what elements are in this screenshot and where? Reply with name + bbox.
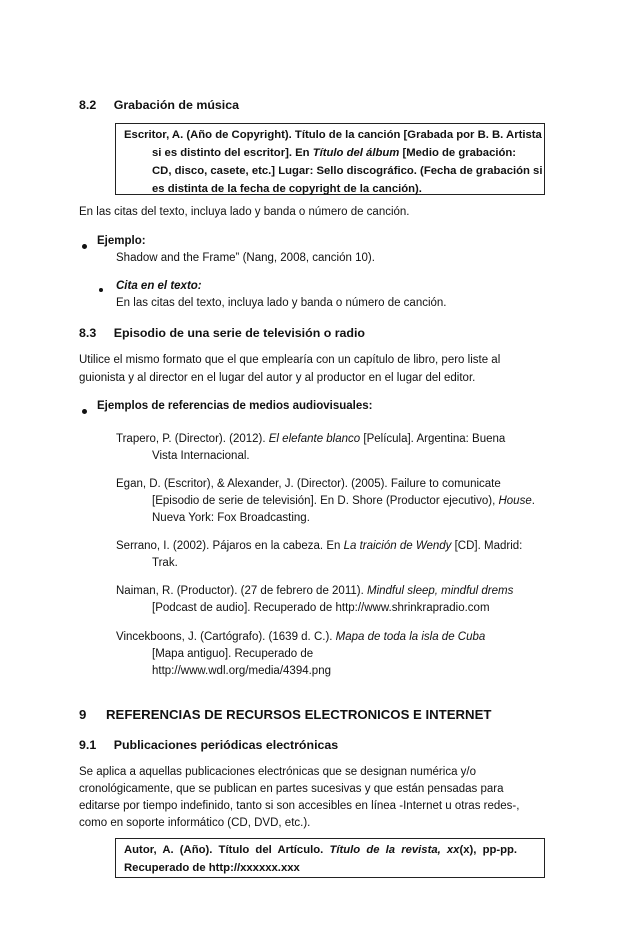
section-number: 9.1 bbox=[79, 738, 97, 752]
bullet-icon bbox=[82, 409, 87, 414]
ref-italic: El elefante blanco bbox=[268, 433, 361, 445]
bullet-icon bbox=[82, 244, 87, 249]
ref-italic: Mapa de toda la isla de Cuba bbox=[335, 631, 486, 643]
paragraph-line: Utilice el mismo formato que el que emplearía con un capítulo de libro, pero liste al bbox=[79, 354, 501, 366]
bullet-icon bbox=[99, 288, 103, 292]
paragraph-line: editarse por tiempo indefinido, tanto si son accesibles en línea -Internet u otras redes-, bbox=[79, 800, 520, 812]
ref-text: Serrano, I. (2002). Pájaros en la cabeza. En bbox=[116, 540, 344, 552]
box-text: [Medio de grabación: bbox=[399, 147, 517, 159]
section-title: Grabación de música bbox=[113, 98, 240, 112]
paragraph-line: guionista y al director en el lugar del autor y al productor en el lugar del editor. bbox=[79, 372, 476, 384]
ref-text: Nueva York: Fox Broadcasting. bbox=[152, 512, 310, 524]
ref-text: Egan, D. (Escritor), & Alexander, J. (Director). (2005). Failure to comunicate bbox=[116, 478, 501, 490]
ref-text: [CD]. Madrid: bbox=[451, 540, 523, 552]
reference-entry bbox=[116, 583, 556, 617]
section-heading-8-3 bbox=[79, 326, 365, 340]
ref-text: Vincekboons, J. (Cartógrafo). (1639 d. C.). bbox=[116, 631, 336, 643]
ref-italic: Mindful sleep, mindful drems bbox=[367, 585, 514, 597]
ref-link-text: http://www.wdl.org/media/4394.png bbox=[152, 665, 331, 677]
ref-text: . bbox=[531, 495, 535, 507]
ref-italic: House bbox=[498, 495, 532, 507]
paragraph-line: cronológicamente, que se publican en partes sucesivas y que están pensadas para bbox=[79, 783, 504, 795]
cita-text: En las citas del texto, incluya lado y banda o número de canción. bbox=[116, 297, 447, 309]
box-italic-text: Título del álbum bbox=[312, 147, 400, 159]
box-line bbox=[124, 144, 538, 162]
box-line: Recuperado de http://xxxxxx.xxx bbox=[124, 862, 300, 874]
box-text: (x), pp-pp. bbox=[459, 844, 518, 856]
ref-text: Trapero, P. (Director). (2012). bbox=[116, 433, 269, 445]
box-italic-text: Título de la revista, xx bbox=[329, 844, 460, 856]
chapter-title: REFERENCIAS DE RECURSOS ELECTRONICOS E INTERNET bbox=[106, 707, 492, 722]
reference-entry bbox=[116, 431, 556, 465]
reference-format-box bbox=[115, 123, 545, 195]
box-line bbox=[124, 841, 536, 859]
reference-entry bbox=[116, 476, 556, 527]
box-line: CD, disco, casete, etc.] Lugar: Sello discográfico. (Fecha de grabación si bbox=[152, 165, 543, 177]
ref-text: [Película]. Argentina: Buena bbox=[360, 433, 506, 445]
paragraph-line: Se aplica a aquellas publicaciones electrónicas que se designan numérica y/o bbox=[79, 766, 476, 778]
section-heading-8-2 bbox=[79, 98, 239, 112]
box-text: Autor, A. (Año). Título del Artículo. bbox=[124, 844, 330, 856]
section-title: Publicaciones periódicas electrónicas bbox=[113, 738, 339, 752]
ref-text: Trak. bbox=[152, 557, 178, 569]
box-line: Escritor, A. (Año de Copyright). Título de la canción [Grabada por B. B. Artista bbox=[124, 129, 542, 141]
box-text: si es distinto del escritor]. En bbox=[152, 147, 313, 159]
section-heading-9-1 bbox=[79, 738, 338, 752]
cita-label: Cita en el texto: bbox=[116, 280, 202, 292]
ref-text: [Mapa antiguo]. Recuperado de bbox=[152, 648, 314, 660]
ref-text: [Episodio de serie de televisión]. En D. Shore (Productor ejecutivo), bbox=[152, 495, 499, 507]
section-title: Episodio de una serie de televisión o radio bbox=[113, 326, 366, 340]
ref-text: Naiman, R. (Productor). (27 de febrero de 2011). bbox=[116, 585, 367, 597]
ref-italic: La traición de Wendy bbox=[343, 540, 452, 552]
reference-entry bbox=[116, 538, 556, 572]
ref-text: [Podcast de audio]. Recuperado de http://www.shrinkrapradio.com bbox=[152, 602, 490, 614]
section-number: 8.2 bbox=[79, 98, 97, 112]
section-number: 8.3 bbox=[79, 326, 97, 340]
paragraph: En las citas del texto, incluya lado y banda o número de canción. bbox=[79, 206, 410, 218]
ref-text: Vista Internacional. bbox=[152, 450, 250, 462]
example-label: Ejemplo: bbox=[97, 235, 146, 247]
reference-entry bbox=[116, 629, 556, 680]
reference-format-box bbox=[115, 838, 545, 878]
paragraph-line: como en soporte informático (CD, DVD, etc.). bbox=[79, 817, 311, 829]
bullet-heading: Ejemplos de referencias de medios audiovisuales: bbox=[97, 400, 373, 412]
example-text: Shadow and the Frame” (Nang, 2008, canción 10). bbox=[116, 252, 375, 264]
chapter-heading-9 bbox=[79, 707, 491, 722]
chapter-number: 9 bbox=[79, 707, 87, 722]
box-line: es distinta de la fecha de copyright de la canción). bbox=[152, 183, 422, 195]
